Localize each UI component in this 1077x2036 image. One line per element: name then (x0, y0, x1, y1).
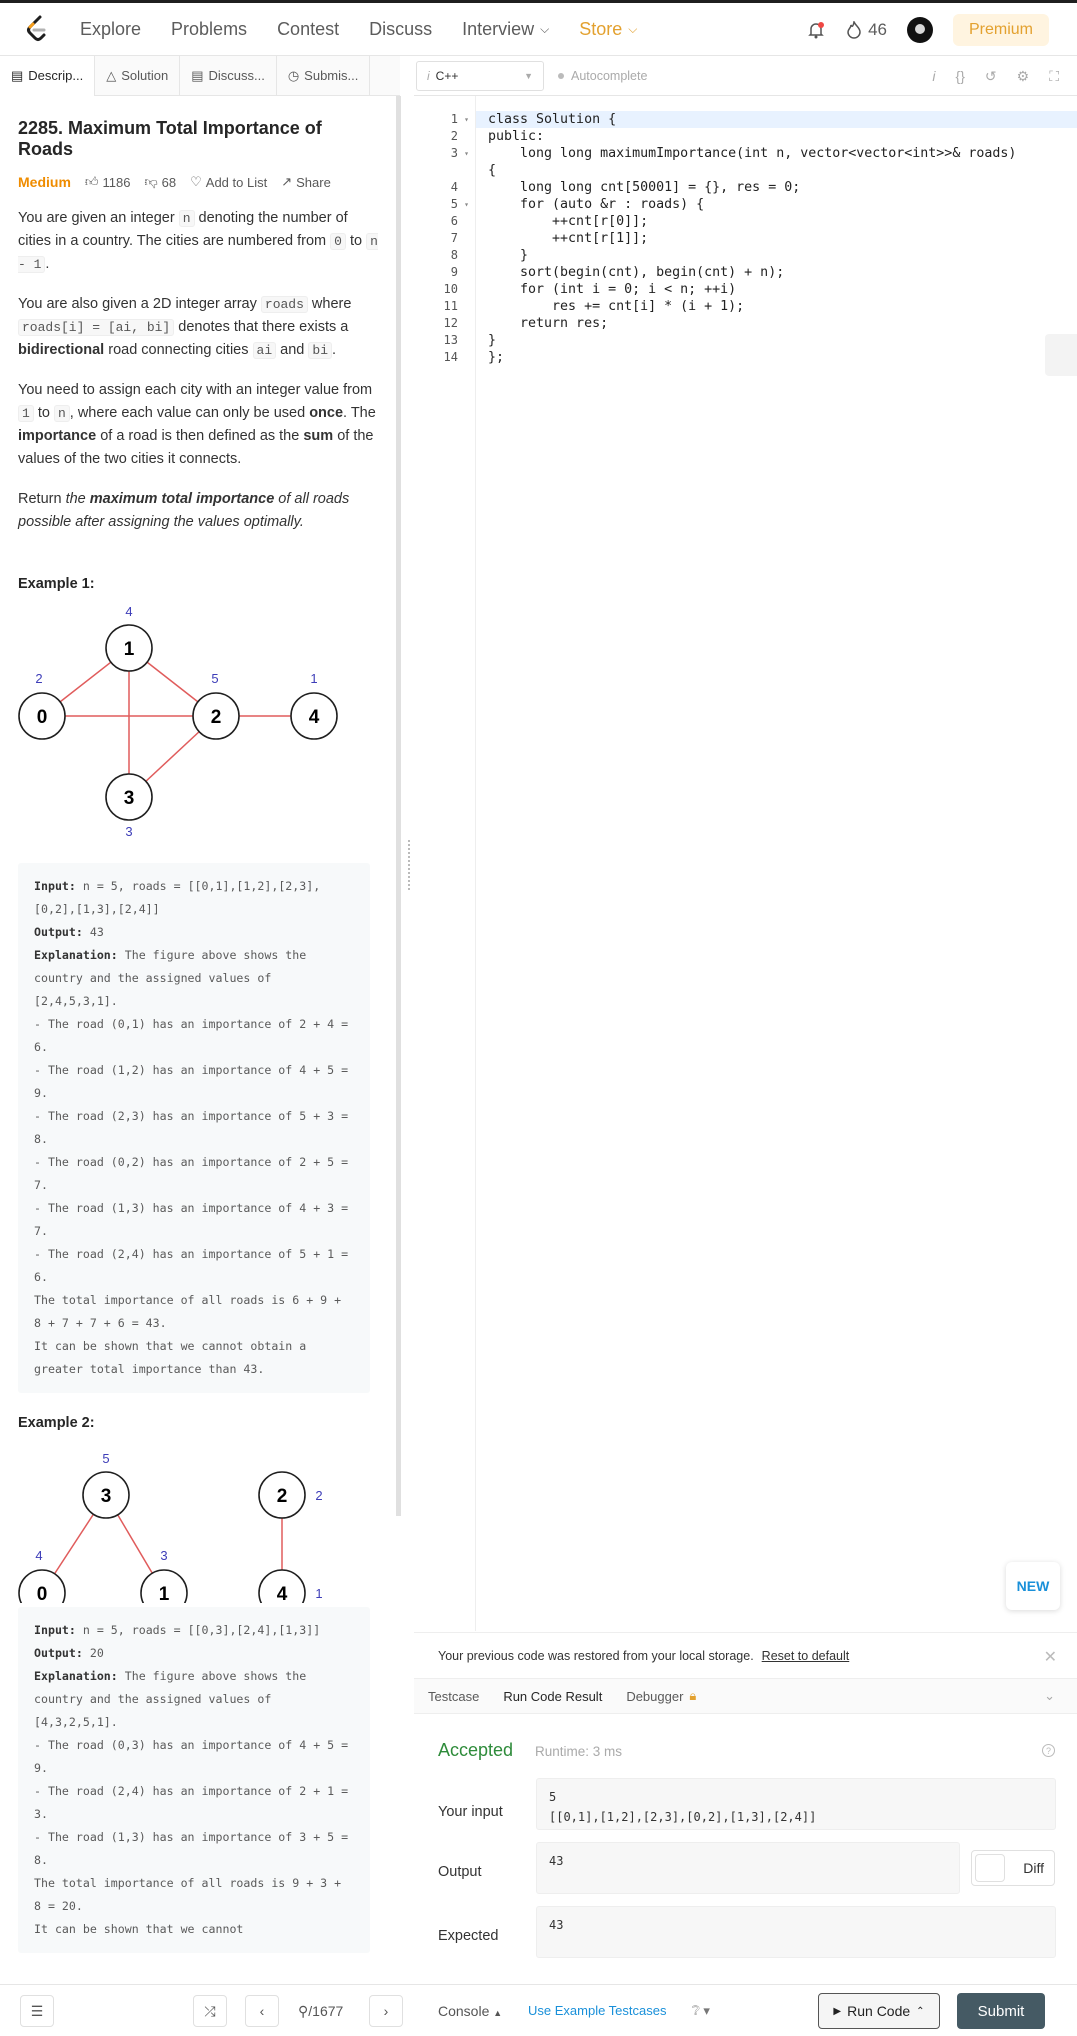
explanation-line: - The road (2,4) has an importance of 2 + 1 = 3. (34, 1784, 356, 1821)
text: of the values of the two cities it connects. (18, 428, 374, 467)
inline-code: n - 1 (18, 234, 378, 272)
console-label: Console (438, 2003, 490, 2019)
your-input-box (536, 1778, 1056, 1830)
restore-notice (414, 1632, 1077, 1678)
dislike-button[interactable] (144, 174, 176, 190)
code-line[interactable]: public: (488, 129, 545, 144)
graph-node-value: 1 (315, 1586, 323, 1601)
chevron-right-icon: › (383, 2003, 389, 2019)
fold-arrow-icon[interactable]: ▾ (464, 115, 469, 124)
line-number-gutter (414, 96, 476, 1631)
graph-node-label: 4 (308, 707, 320, 728)
top-navbar (0, 0, 1077, 56)
fold-arrow-icon[interactable]: ▾ (464, 200, 469, 209)
your-input-label: Your input (438, 1804, 503, 1820)
problem-tabs (0, 56, 400, 96)
close-icon[interactable]: ✕ (1043, 1649, 1057, 1666)
tab-description[interactable] (0, 56, 95, 96)
add-to-list-button[interactable] (190, 174, 267, 190)
help-icon[interactable]: ? (1042, 1744, 1055, 1757)
line-number: 1 (450, 112, 458, 126)
prev-problem-button[interactable] (245, 1995, 279, 2027)
example-1-heading: Example 1: (18, 576, 95, 592)
chevron-left-icon: ‹ (259, 2003, 265, 2019)
graph-node-label: 3 (100, 1486, 112, 1507)
example-1-graph (18, 604, 358, 859)
tab-submissions[interactable] (277, 56, 371, 96)
submit-button[interactable]: Submit (957, 1993, 1045, 2029)
code-line[interactable]: class Solution { (488, 112, 617, 127)
tab-submissions-label: Submis... (304, 68, 359, 83)
graph-node-value: 5 (102, 1451, 110, 1466)
console-toggle[interactable] (438, 2003, 502, 2019)
code-line[interactable]: return res; (488, 316, 609, 331)
caret-down-icon: ▼ (524, 70, 533, 81)
explanation-line: The total importance of all roads is 9 + 3 + 8 = 20. (34, 1876, 349, 1913)
text: . (45, 256, 50, 272)
explanation-line: - The road (0,3) has an importance of 4 + 5 = 9. (34, 1738, 356, 1775)
explanation-line: - The road (1,3) has an importance of 3 + 5 = 8. (34, 1830, 356, 1867)
description-scrollbar[interactable] (396, 96, 401, 1516)
problem-description-pane[interactable] (0, 96, 396, 1984)
graph-node-label: 2 (210, 707, 222, 728)
explanation-text: The figure above shows the country and the assigned values of [4,3,2,5,1]. (34, 1669, 314, 1729)
nav-contest[interactable] (277, 19, 339, 40)
chevron-down-icon[interactable]: ⌄ (1044, 1688, 1055, 1703)
help-icon[interactable]: ❔︎ ▾ (692, 2003, 710, 2018)
text: . The (343, 405, 376, 421)
graph-node-value: 4 (35, 1548, 43, 1563)
inline-code: bi (308, 342, 332, 359)
run-result-panel (414, 1714, 1077, 1980)
graph-node-value: 4 (125, 604, 133, 619)
bold-text: once (309, 405, 344, 421)
output-value: 43 (89, 925, 104, 939)
run-code-button[interactable] (818, 1993, 940, 2029)
graph-node-label: 0 (36, 707, 48, 728)
problem-list-button[interactable] (20, 1995, 54, 2027)
expected-label: Expected (438, 1928, 499, 1944)
diff-label: Diff (1023, 1860, 1044, 1876)
text: to (33, 405, 54, 421)
example-output (34, 921, 354, 944)
tab-description-label: Descrip... (28, 68, 84, 83)
list-icon: ☰ (30, 2002, 44, 2019)
explanation-line: - The road (0,2) has an importance of 2 + 5 = 7. (34, 1155, 356, 1192)
settings-icon[interactable]: ⚙ (1016, 67, 1030, 84)
text: road connecting cities (104, 342, 253, 358)
input-value: n = 5, roads = [[0,3],[2,4],[1,3]] (82, 1623, 321, 1637)
text: and (276, 342, 309, 358)
line-number: 9 (450, 265, 458, 279)
heart-icon: ♡ (190, 174, 202, 189)
add-to-list-label: Add to List (205, 174, 268, 190)
problem-statement (18, 207, 378, 534)
explanation-label: Explanation: (34, 1669, 118, 1683)
reset-icon[interactable]: ↺ (984, 67, 997, 84)
line-number: 3 (450, 146, 458, 160)
pin-icon: ⚲ (298, 2003, 309, 2019)
bold-text: importance (18, 428, 97, 444)
explanation-line: - The road (2,3) has an importance of 5 + 3 = 8. (34, 1109, 356, 1146)
like-count: 1186 (102, 174, 131, 190)
inline-code: n (179, 210, 195, 227)
fullscreen-icon[interactable]: ⛶ (1049, 67, 1059, 84)
language-select[interactable] (416, 61, 544, 91)
explanation-line: It can be shown that we cannot obtain a greater total importance than 43. (34, 1339, 314, 1376)
autocomplete-label: Autocomplete (571, 68, 648, 83)
run-code-label: Run Code (847, 2003, 911, 2019)
italic-text: of all roads possible after assigning the values optimally. (18, 491, 350, 530)
output-label: Output: (34, 1646, 83, 1660)
tab-solution[interactable] (95, 56, 180, 96)
input-value: n = 5, roads = [[0,1],[1,2],[2,3],[0,2],[1,3],[2,4]] (34, 879, 321, 916)
nav-discuss[interactable] (369, 19, 432, 40)
code-line[interactable]: } (488, 248, 529, 263)
line-number: 6 (450, 214, 458, 228)
graph-node-label: 2 (276, 1486, 288, 1507)
code-line[interactable]: res += cnt[i] * (i + 1); (488, 299, 745, 314)
output-label: Output (438, 1864, 482, 1880)
inline-code: ai (253, 342, 277, 359)
example-1-code-block (18, 863, 370, 1393)
input-line: [[0,1],[1,2],[2,3],[0,2],[1,3],[2,4]] (549, 1810, 817, 1824)
graph-edges (42, 648, 314, 797)
nav-store-label: Store (579, 18, 623, 39)
line-number: 11 (443, 299, 458, 313)
code-line[interactable]: for (int i = 0; i < n; ++i) (488, 282, 737, 297)
bottom-bar (0, 1984, 1077, 2036)
avatar[interactable] (907, 17, 933, 43)
statement-paragraph-1 (18, 207, 378, 276)
nav-explore[interactable] (80, 19, 141, 40)
streak-counter[interactable] (846, 20, 887, 40)
line-number: 13 (443, 333, 458, 347)
caret-up-icon: ▲ (493, 2008, 503, 2018)
nav-discuss-label: Discuss (369, 18, 433, 39)
clock-icon: ◷ (287, 67, 300, 83)
example-2-heading: Example 2: (18, 1415, 95, 1431)
text: where (307, 296, 352, 312)
shuffle-icon: ⤮ (204, 2002, 216, 2019)
nav-interview-label: Interview (462, 18, 535, 39)
thumbs-down-icon: 👎︎ (144, 174, 158, 189)
streak-count: 46 (868, 19, 887, 39)
line-number: 14 (443, 350, 458, 364)
tab-testcase-label: Testcase (428, 1688, 480, 1704)
example-input (34, 1619, 354, 1642)
nav-explore-label: Explore (80, 18, 142, 39)
output-box (536, 1842, 960, 1894)
chevron-down-icon: ⌵ (540, 21, 550, 36)
tab-debugger-label: Debugger (626, 1688, 684, 1704)
graph-node-label: 4 (276, 1584, 288, 1603)
flame-icon (846, 21, 862, 39)
graph-node-value: 2 (35, 671, 43, 686)
explanation-line: - The road (0,1) has an importance of 2 + 4 = 6. (34, 1017, 356, 1054)
code-editor[interactable] (414, 96, 1077, 1631)
diff-toggle[interactable] (971, 1850, 1055, 1886)
flask-icon: △ (106, 67, 117, 83)
graph-node-label: 1 (123, 639, 135, 660)
like-button[interactable] (85, 174, 131, 190)
random-problem-button[interactable] (193, 1995, 227, 2027)
status-dot (558, 73, 564, 79)
explanation-line: - The road (1,2) has an importance of 4 + 5 = 9. (34, 1063, 356, 1100)
graph-node-value: 1 (310, 671, 318, 686)
expected-value: 43 (549, 1918, 564, 1932)
code-line[interactable]: ++cnt[r[1]]; (488, 231, 649, 246)
input-line: 5 (549, 1790, 557, 1804)
pane-resize-handle[interactable] (408, 840, 411, 890)
line-number: 12 (443, 316, 458, 330)
bold-text: bidirectional (18, 342, 105, 358)
result-tabs (414, 1678, 1077, 1714)
text: denoting the number of cities in a country. The cities are numbered from (18, 210, 348, 249)
line-number: 7 (450, 231, 458, 245)
code-line[interactable]: { (488, 163, 497, 178)
tab-debugger[interactable] (612, 1678, 706, 1714)
graph-node-value: 2 (315, 1488, 323, 1503)
code-line[interactable]: long long cnt[50001] = {}, res = 0; (488, 180, 801, 195)
explanation-line: It can be shown that we cannot (34, 1922, 244, 1936)
italic-text: the (65, 491, 90, 507)
tab-discuss[interactable] (180, 56, 277, 96)
code-line[interactable]: } (488, 333, 497, 348)
restore-message: Your previous code was restored from your local storage. (438, 1648, 754, 1663)
code-line[interactable]: long long maximumImportance(int n, vector<vector<int>>& roads) (488, 146, 1017, 161)
example-explanation (34, 1665, 354, 1734)
text: You are given an integer (18, 210, 179, 226)
explanation-label: Explanation: (34, 948, 118, 962)
info-icon[interactable]: i (932, 68, 936, 84)
inline-code: 1 (18, 405, 34, 422)
graph-node-value: 3 (125, 824, 133, 839)
inline-code: roads (261, 296, 308, 313)
problem-counter (298, 2003, 343, 2020)
code-line[interactable]: }; (488, 350, 505, 365)
leetcode-logo-icon[interactable] (22, 14, 52, 44)
use-example-testcases-button[interactable]: Use Example Testcases (528, 2003, 667, 2018)
inline-code: roads[i] = [ai, bi] (18, 319, 174, 336)
notification-bell-icon[interactable] (806, 20, 826, 40)
example-2-code-block (18, 1607, 370, 1953)
output-value: 43 (549, 1854, 564, 1868)
input-label: Input: (34, 1623, 76, 1637)
page-title: 2285. Maximum Total Importance of Roads (18, 118, 322, 159)
chevron-down-icon: ⌵ (628, 21, 638, 36)
output-label: Output: (34, 925, 83, 939)
graph-node-label: 0 (36, 1584, 48, 1603)
explanation-line: The total importance of all roads is 6 + 9 + 8 + 7 + 7 + 6 = 43. (34, 1293, 349, 1330)
tab-discuss-label: Discuss... (208, 68, 265, 83)
line-number: 10 (443, 282, 458, 296)
explanation-line: - The road (2,4) has an importance of 5 + 1 = 6. (34, 1247, 356, 1284)
status-accepted: Accepted (438, 1740, 514, 1760)
next-problem-button[interactable] (369, 1995, 403, 2027)
braces-icon[interactable]: {} (955, 68, 965, 84)
statement-paragraph-4 (18, 488, 378, 534)
autocomplete-toggle[interactable] (558, 69, 647, 83)
graph-node-value: 5 (211, 671, 219, 686)
info-icon: i (427, 68, 430, 83)
comment-icon: ▤ (191, 67, 204, 83)
tab-run-result-label: Run Code Result (503, 1688, 603, 1704)
graph-node-label: 3 (123, 788, 135, 809)
nav-store[interactable] (579, 19, 637, 40)
caret-up-icon: ⌃ (916, 2005, 925, 2017)
dislike-count: 68 (161, 174, 177, 190)
text: You are also given a 2D integer array (18, 296, 261, 312)
bold-italic-text: maximum total importance (89, 491, 275, 507)
line-number: 8 (450, 248, 458, 262)
code-line[interactable]: ++cnt[r[0]]; (488, 214, 649, 229)
tab-testcase[interactable] (414, 1678, 489, 1714)
lock-icon: 🔒︎ (689, 1688, 697, 1703)
output-value: 20 (89, 1646, 104, 1660)
description-icon: ▤ (11, 67, 24, 83)
inline-code: n (54, 405, 70, 422)
thumbs-up-icon: 👍︎ (84, 174, 99, 189)
example-explanation (34, 944, 354, 1013)
share-label: Share (296, 174, 331, 190)
input-label: Input: (34, 879, 76, 893)
text: Return (18, 491, 66, 507)
inline-code: 0 (330, 233, 346, 250)
example-output (34, 1642, 354, 1665)
example-input (34, 875, 354, 921)
text: . (332, 342, 337, 358)
text: to (345, 233, 367, 249)
code-line[interactable]: sort(begin(cnt), begin(cnt) + n); (488, 265, 785, 280)
graph-node-label: 1 (158, 1584, 170, 1603)
new-feature-button[interactable]: NEW (1006, 1562, 1060, 1610)
line-number: 2 (450, 129, 458, 143)
language-label (427, 69, 458, 83)
side-panel-tab[interactable] (1045, 334, 1077, 376)
line-number: 5 (450, 197, 458, 211)
text: of a road is then defined as the (96, 428, 304, 444)
toggle-knob (975, 1854, 1005, 1882)
play-icon: ▶ (833, 2005, 842, 2017)
difficulty-badge: Medium (18, 174, 71, 190)
tab-run-code-result[interactable] (489, 1678, 612, 1714)
statement-paragraph-3 (18, 379, 378, 471)
runtime-text: Runtime: 3 ms (535, 1744, 623, 1759)
problem-count: /1677 (308, 2003, 344, 2019)
share-button[interactable] (281, 174, 331, 190)
explanation-line: - The road (1,3) has an importance of 4 + 3 = 7. (34, 1201, 356, 1238)
expected-box (536, 1906, 1056, 1958)
fold-arrow-icon[interactable]: ▾ (464, 149, 469, 158)
text: denotes that there exists a (174, 319, 349, 335)
nav-contest-label: Contest (277, 18, 340, 39)
code-line[interactable]: for (auto &r : roads) { (488, 197, 705, 212)
text: , where each value can only be used (69, 405, 310, 421)
text: You need to assign each city with an integer value from (18, 382, 373, 398)
example-2-graph (18, 1443, 358, 1603)
nav-problems-label: Problems (171, 18, 248, 39)
share-icon: ↗ (281, 174, 293, 189)
bold-text: sum (303, 428, 334, 444)
premium-button[interactable]: Premium (953, 14, 1049, 46)
graph-node-value: 3 (160, 1548, 168, 1563)
reset-to-default-link[interactable]: Reset to default (761, 1648, 850, 1663)
nav-problems[interactable] (171, 19, 247, 40)
explanation-text: The figure above shows the country and the assigned values of [2,4,5,3,1]. (34, 948, 314, 1008)
line-number: 4 (450, 180, 458, 194)
language-value: C++ (435, 68, 459, 83)
nav-interview[interactable] (462, 19, 549, 40)
problem-meta (18, 174, 378, 190)
editor-toolbar (414, 56, 1077, 96)
statement-paragraph-2 (18, 293, 378, 362)
tab-solution-label: Solution (121, 68, 169, 83)
